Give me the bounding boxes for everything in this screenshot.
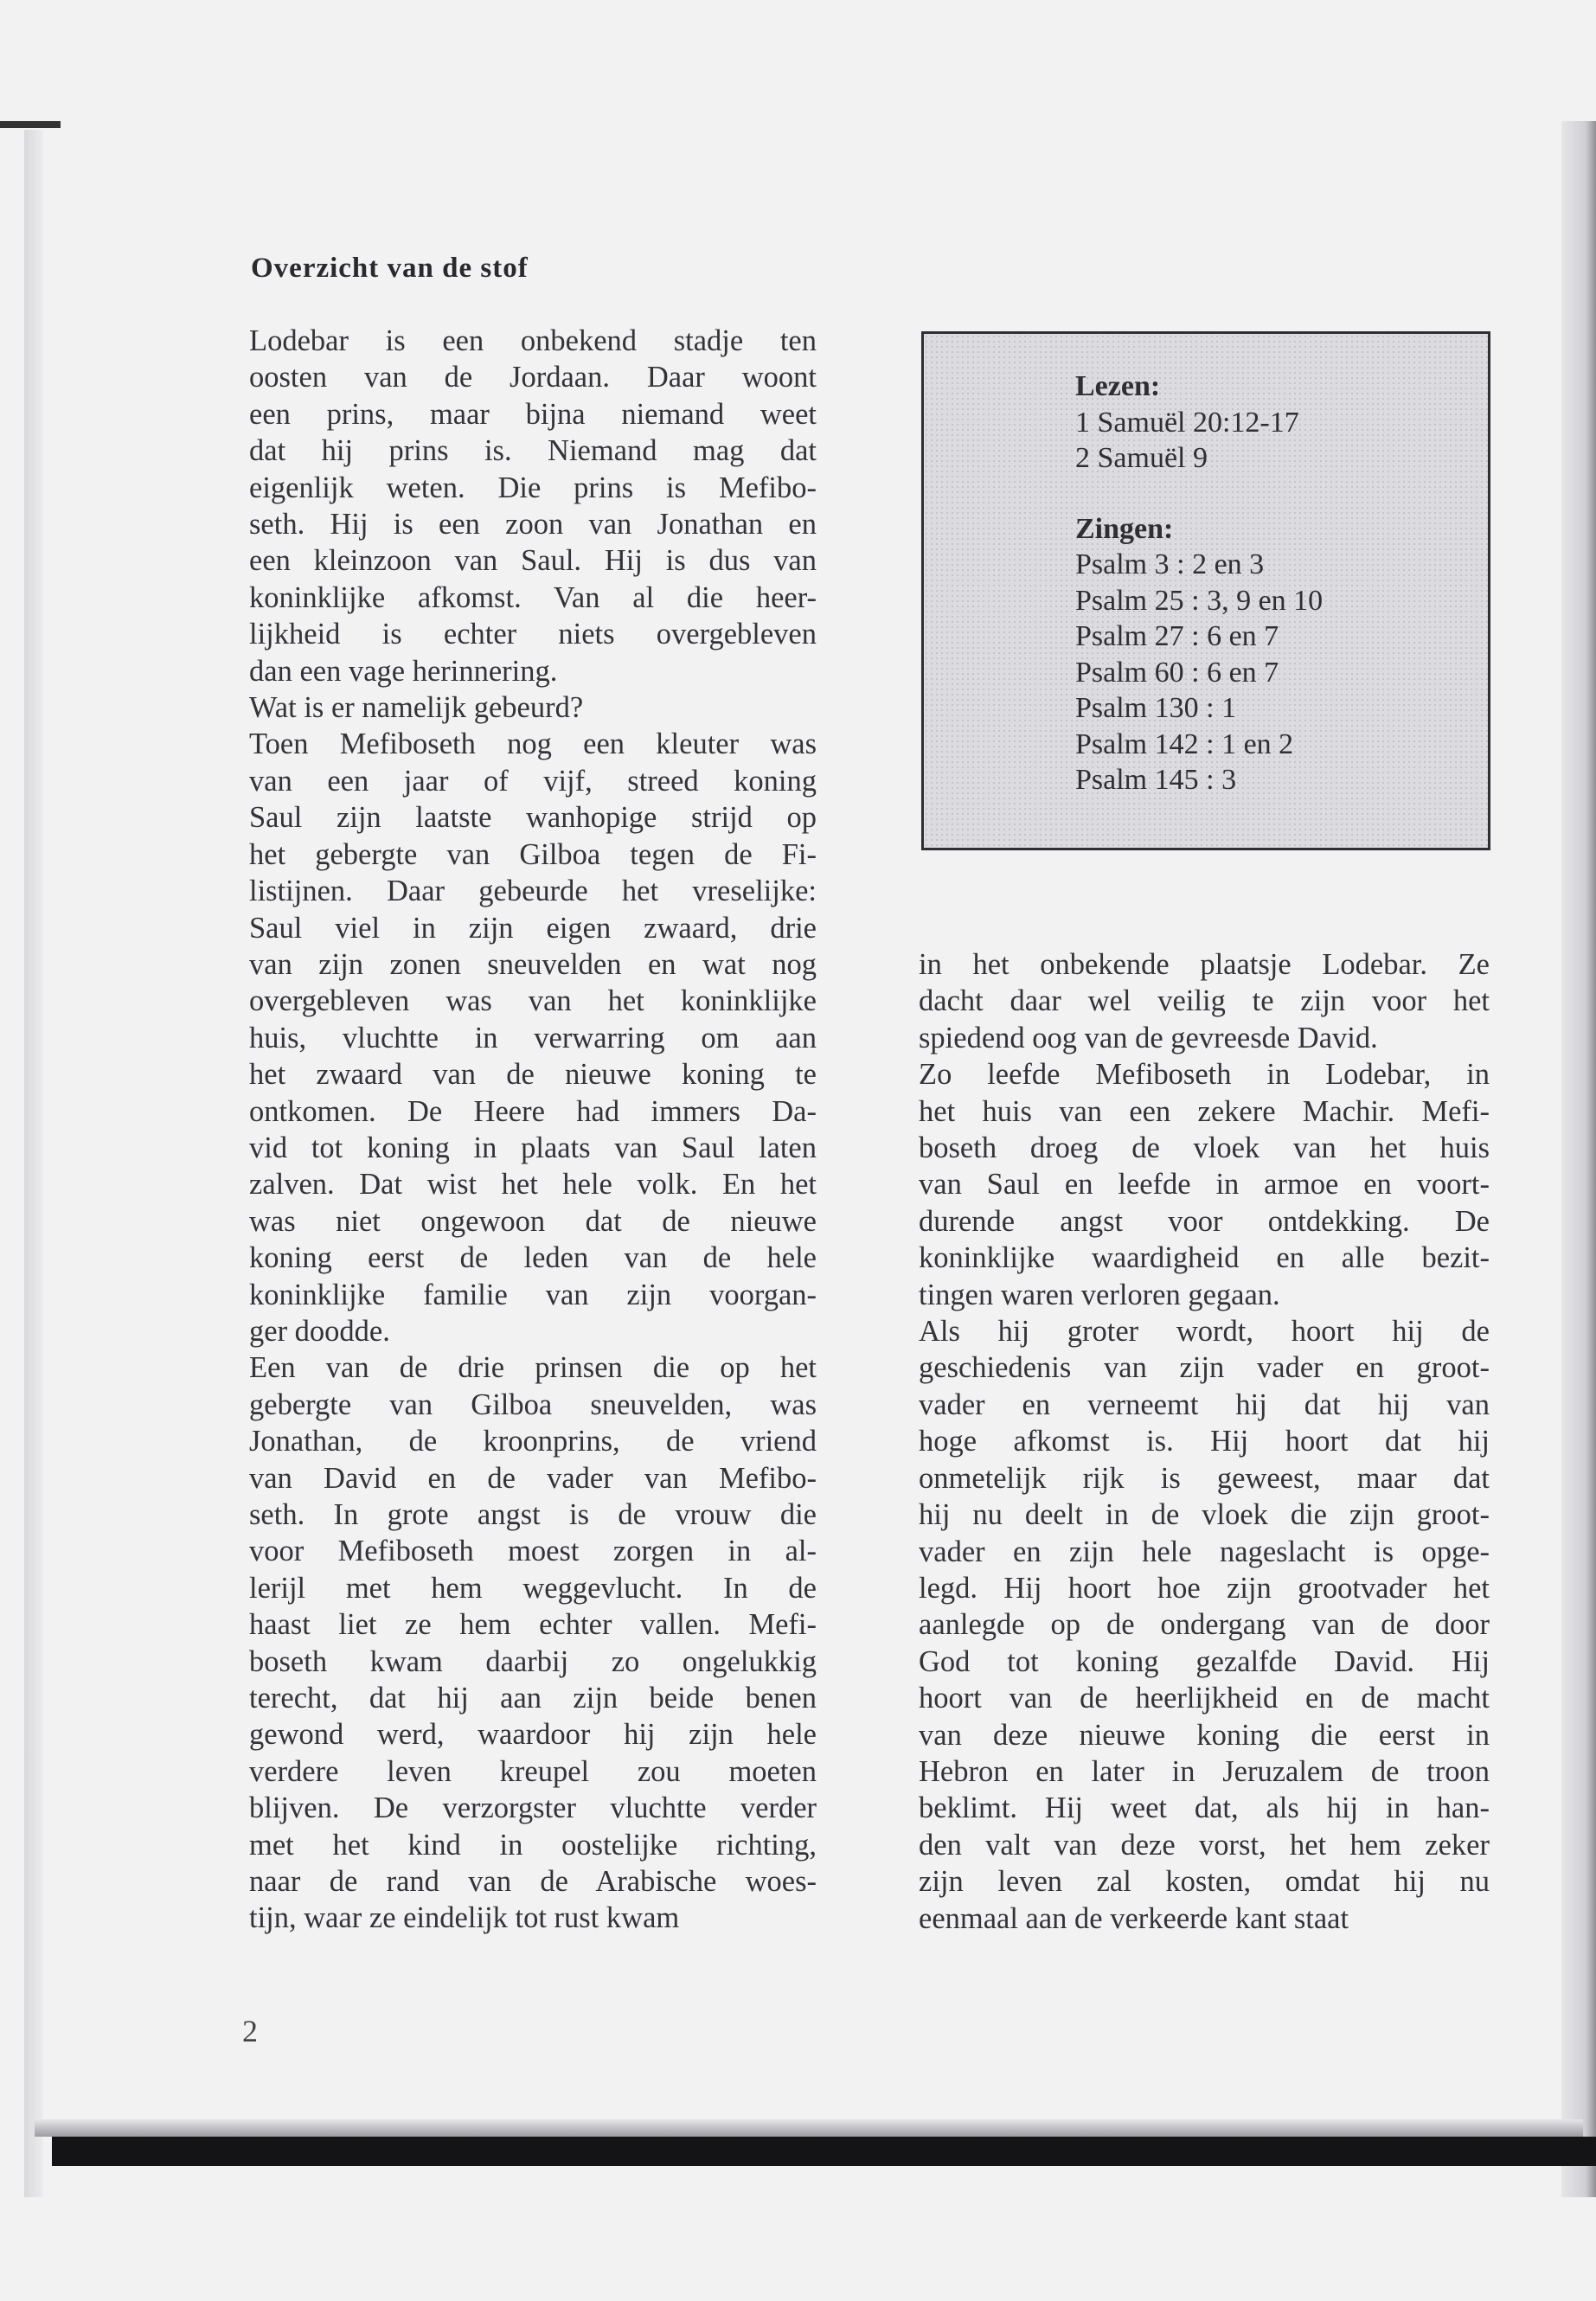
text-line: tingen waren verloren gegaan. (919, 1278, 1280, 1311)
text-line: seth. In grote angst is de vrouw die (249, 1498, 817, 1531)
zingen-item: Psalm 27 : 6 en 7 (1075, 620, 1279, 652)
text-line: van een jaar of vijf, streed koning (249, 764, 817, 798)
right-text-column (919, 946, 1490, 1937)
text-line: van zijn zonen sneuvelden en wat nog (249, 947, 817, 981)
text-line: hoort van de heerlijkheid en de macht (919, 1682, 1490, 1715)
text-line: lijkheid is echter niets overgebleven (249, 618, 817, 651)
text-line: in het onbekende plaatsje Lodebar. Ze (919, 948, 1490, 981)
left-text-column (249, 323, 817, 1937)
lezen-heading: Lezen: (1075, 370, 1161, 402)
text-line: hij nu deelt in de vloek die zijn groot- (919, 1498, 1490, 1532)
text-line: het gebergte van Gilboa tegen de Fi- (249, 837, 817, 871)
scan-edge-left (24, 130, 43, 2197)
text-line: hoge afkomst is. Hij hoort dat hij (919, 1425, 1490, 1458)
text-line: Toen Mefiboseth nog een kleuter was (249, 727, 817, 761)
text-line: het huis van een zekere Machir. Mefi- (919, 1094, 1490, 1128)
text-line: koninklijke familie van zijn voorgan- (249, 1278, 817, 1311)
text-line: listijnen. Daar gebeurde het vreselijke: (249, 875, 817, 908)
text-line: geschiedenis van zijn vader en groot- (919, 1351, 1490, 1385)
text-line: huis, vluchtte in verwarring om aan (249, 1021, 817, 1054)
text-line: legd. Hij hoort hoe zijn grootvader het (919, 1571, 1490, 1605)
text-line: Saul zijn laatste wanhopige strijd op (249, 801, 817, 835)
text-line: Saul viel in zijn eigen zwaard, drie (249, 911, 817, 945)
text-line: seth. Hij is een zoon van Jonathan en (249, 508, 817, 542)
text-line: koning eerst de leden van de hele (249, 1241, 817, 1275)
zingen-item: Psalm 3 : 2 en 3 (1075, 548, 1265, 580)
text-line: beklimt. Hij weet dat, als hij in han- (919, 1791, 1490, 1825)
text-line: boseth droeg de vloek van het huis (919, 1131, 1490, 1165)
text-line: een kleinzoon van Saul. Hij is dus van (249, 544, 817, 578)
zingen-item: Psalm 130 : 1 (1075, 692, 1237, 724)
text-line: Jonathan, de kroonprins, de vriend (249, 1425, 817, 1458)
text-line: van David en de vader van Mefibo- (249, 1461, 817, 1495)
text-line: koninklijke waardigheid en alle bezit- (919, 1241, 1490, 1275)
text-line: den valt van deze vorst, het hem zeker (919, 1828, 1490, 1862)
text-line: met het kind in oostelijke richting, (249, 1828, 817, 1862)
page-heading: Overzicht van de stof (251, 253, 529, 284)
text-line: ger doodde. (249, 1314, 390, 1348)
text-line: vader en zijn hele nageslacht is opge- (919, 1535, 1490, 1568)
text-line: onmetelijk rijk is geweest, maar dat (919, 1461, 1490, 1495)
text-line: Lodebar is een onbekend stadje ten (249, 324, 817, 357)
text-line: koninklijke afkomst. Van al die heer- (249, 580, 817, 614)
scan-shadow-bottom (35, 2119, 1583, 2137)
text-line: boseth kwam daarbij zo ongelukkig (249, 1644, 817, 1678)
scan-edge-right (1561, 121, 1596, 2197)
text-line: overgebleven was van het koninklijke (249, 984, 817, 1018)
text-line: oosten van de Jordaan. Daar woont (249, 361, 817, 394)
box-spacer (1075, 477, 1488, 511)
text-line: ontkomen. De Heere had immers Da- (249, 1094, 817, 1128)
zingen-item: Psalm 25 : 3, 9 en 10 (1075, 584, 1324, 617)
text-line: van deze nieuwe koning die eerst in (919, 1718, 1490, 1752)
text-line: eenmaal aan de verkeerde kant staat (919, 1901, 1349, 1935)
text-line: Als hij groter wordt, hoort hij de (919, 1315, 1490, 1349)
text-line: vid tot koning in plaats van Saul laten (249, 1131, 817, 1164)
text-line: was niet ongewoon dat de nieuwe (249, 1204, 817, 1238)
text-line: gebergte van Gilboa sneuvelden, was (249, 1388, 817, 1421)
text-line: eigenlijk weten. Die prins is Mefibo- (249, 471, 817, 504)
zingen-heading: Zingen: (1075, 512, 1174, 545)
text-line: verdere leven kreupel zou moeten (249, 1754, 817, 1788)
text-line: durende angst voor ontdekking. De (919, 1204, 1490, 1238)
text-line: Wat is er namelijk gebeurd? (249, 691, 584, 725)
text-line: God tot koning gezalfde David. Hij (919, 1644, 1490, 1678)
text-line: aanlegde op de ondergang van de door (919, 1608, 1490, 1642)
text-line: voor Mefiboseth moest zorgen in al- (249, 1535, 817, 1568)
text-line: dat hij prins is. Niemand mag dat (249, 434, 817, 468)
reading-singing-box (921, 331, 1490, 850)
scan-edge-bottom (52, 2137, 1596, 2166)
text-line: dacht daar wel veilig te zijn voor het (919, 984, 1490, 1018)
text-line: dan een vage herinnering. (249, 654, 558, 688)
text-line: gewond werd, waardoor hij zijn hele (249, 1718, 817, 1752)
text-line: lerijl met hem weggevlucht. In de (249, 1571, 817, 1605)
zingen-item: Psalm 142 : 1 en 2 (1075, 727, 1294, 760)
lezen-item: 2 Samuël 9 (1075, 442, 1208, 474)
text-line: zalven. Dat wist het hele volk. En het (249, 1168, 817, 1202)
text-line: zijn leven zal kosten, omdat hij nu (919, 1865, 1490, 1899)
text-line: Een van de drie prinsen die op het (249, 1351, 817, 1385)
text-line: terecht, dat hij aan zijn beide benen (249, 1682, 817, 1715)
text-line: spiedend oog van de gevreesde David. (919, 1021, 1378, 1054)
text-line: Zo leefde Mefiboseth in Lodebar, in (919, 1058, 1490, 1092)
zingen-item: Psalm 60 : 6 en 7 (1075, 656, 1279, 689)
zingen-item: Psalm 145 : 3 (1075, 764, 1237, 796)
text-line: een prins, maar bijna niemand weet (249, 397, 817, 431)
page-number: 2 (242, 2014, 258, 2048)
text-line: haast liet ze hem echter vallen. Mefi- (249, 1608, 817, 1642)
text-line: vader en verneemt hij dat hij van (919, 1388, 1490, 1421)
scan-edge-top-left (0, 121, 61, 128)
text-line: tijn, waar ze eindelijk tot rust kwam (249, 1901, 680, 1935)
lezen-item: 1 Samuël 20:12-17 (1075, 406, 1299, 439)
text-line: naar de rand van de Arabische woes- (249, 1865, 817, 1899)
text-line: Hebron en later in Jeruzalem de troon (919, 1754, 1490, 1788)
text-line: blijven. De verzorgster vluchtte verder (249, 1791, 817, 1825)
text-line: het zwaard van de nieuwe koning te (249, 1058, 817, 1092)
text-line: van Saul en leefde in armoe en voort- (919, 1168, 1490, 1202)
